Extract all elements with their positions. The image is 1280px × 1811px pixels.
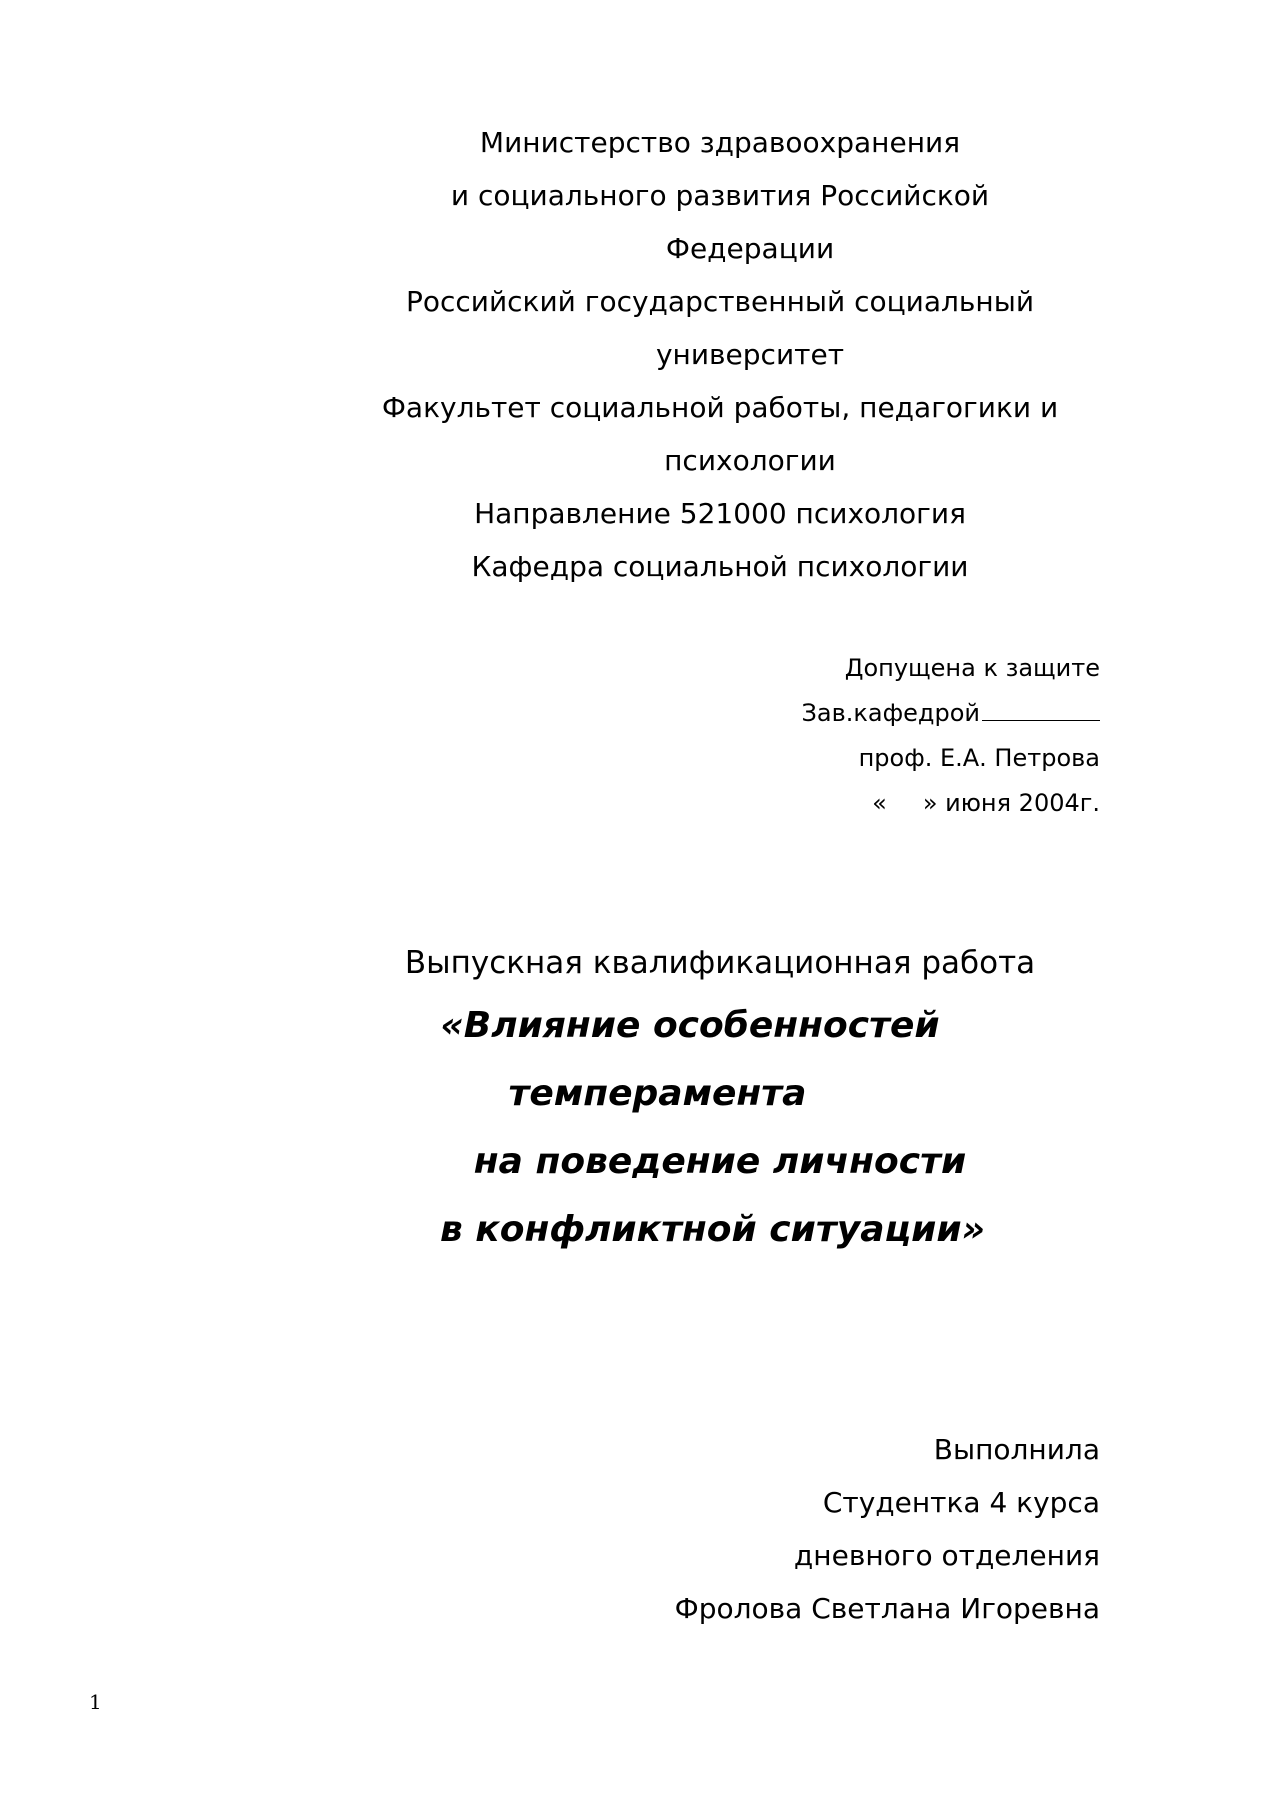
header-line: Факультет социальной работы, педагогики и [381,391,1059,424]
author-line: Фролова Светлана Игоревна [674,1592,1100,1625]
title-line: темперамента [508,1073,807,1114]
head-of-department-line [802,691,1100,736]
header-line: университет [655,338,844,371]
title-line: в конфликтной ситуации» [439,1209,986,1250]
approval-date [802,781,1100,826]
author-line: дневного отделения [793,1539,1100,1572]
head-label: Зав.кафедрой [801,699,980,727]
author-line: Выполнила [933,1433,1100,1466]
date-open-quote: « [872,789,887,817]
approval-block [802,646,1100,826]
page-number: 1 [89,1690,102,1714]
title-line: на поведение личности [473,1141,967,1182]
header-line: Министерство здравоохранения [479,126,961,159]
header-line: Российский государственный социальный [405,285,1035,318]
header-line: и социального развития Российской [450,179,990,212]
thesis-title [300,992,1140,1264]
header-line: Кафедра социальной психологии [471,550,969,583]
author-line: Студентка 4 курса [822,1486,1100,1519]
header-line: Федерации [665,232,835,265]
date-rest: » июня 2004г. [922,789,1100,817]
professor-name: проф. Е.А. Петрова [858,744,1100,772]
author-block [675,1423,1100,1635]
header-line: Направление 521000 психология [474,497,966,530]
title-line: «Влияние особенностей [440,1005,940,1046]
institution-header [300,116,1140,593]
thesis-type: Выпускная квалификационная работа [404,945,1036,981]
admitted-label: Допущена к защите [844,654,1100,682]
header-line: психологии [664,444,836,477]
signature-blank [982,698,1100,721]
